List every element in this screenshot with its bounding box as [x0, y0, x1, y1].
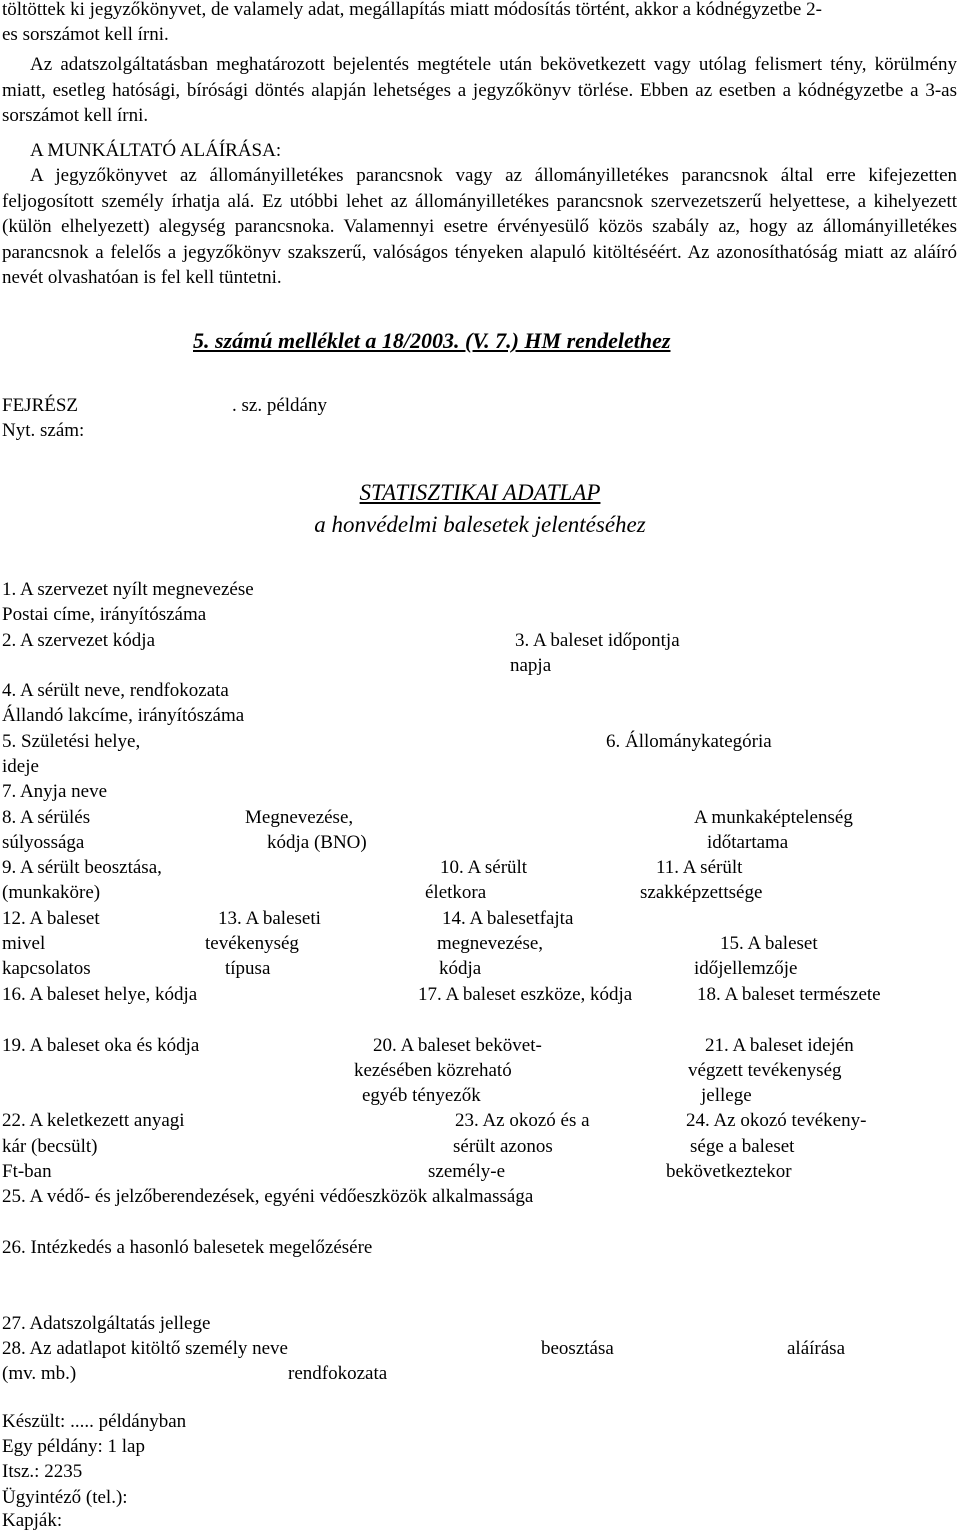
field-28b: beosztása: [541, 1338, 614, 1359]
field-20a: 20. A baleset bekövet-: [373, 1035, 542, 1056]
field-21b: végzett tevékenység: [688, 1060, 842, 1081]
field-25: 25. A védő- és jelzőberendezések, egyéni védőeszközök alkalmassága: [2, 1186, 534, 1207]
field-1: 1. A szervezet nyílt megnevezése: [2, 579, 254, 600]
field-11b: szakképzettsége: [640, 882, 763, 903]
field-8e: kódja (BNO): [267, 832, 367, 853]
field-13c: típusa: [225, 958, 271, 979]
field-13a: 13. A baleseti: [218, 908, 321, 929]
field-20c: egyéb tényezők: [362, 1085, 481, 1106]
signature-heading: A MUNKÁLTATÓ ALÁÍRÁSA:: [30, 140, 282, 161]
field-11a: 11. A sérült: [656, 857, 743, 878]
form-title: STATISZTIKAI ADATLAP: [359, 480, 601, 505]
field-8a: 8. A sérülés: [2, 807, 91, 828]
field-23a: 23. Az okozó és a: [455, 1110, 590, 1131]
field-22c: Ft-ban: [2, 1161, 52, 1182]
field-6: 6. Állománykategória: [606, 731, 772, 752]
field-5b: ideje: [2, 756, 39, 777]
field-9a: 9. A sérült beosztása,: [2, 857, 162, 878]
signature-text: A jegyzőkönyvet az állományilletékes parancsnok vagy az állományilletékes parancsnok által erre kifejezetten feljogosított személy írhatja alá. Ez utóbbi lehet az állományilletékes parancsnok szervezetszerű helyettese, a kihelyezett (külön elhelyezett) alegység parancsnoka. Valamennyi esetre érvényesülő közös szabály az, hogy az állományilletékes parancsnok a felelős a jegyzőkönyv szakszerű, valóságos tényeken alapuló kitöltéséért. Az azonosíthatóság miatt az aláíró nevét olvashatóan is fel kell tüntetni.: [2, 165, 957, 288]
field-5: 5. Születési helye,: [2, 731, 141, 752]
field-12b: mivel: [2, 933, 46, 954]
field-12a: 12. A baleset: [2, 908, 100, 929]
annex-title: 5. számú melléklet a 18/2003. (V. 7.) HM rendelethez: [193, 328, 671, 353]
field-4: 4. A sérült neve, rendfokozata: [2, 680, 229, 701]
field-21a: 21. A baleset idején: [705, 1035, 854, 1056]
field-3: 3. A baleset időpontja: [515, 630, 680, 651]
field-10a: 10. A sérült: [440, 857, 528, 878]
field-7: 7. Anyja neve: [2, 781, 108, 802]
field-24a: 24. Az okozó tevékeny-: [686, 1110, 867, 1131]
field-21c: jellege: [701, 1085, 752, 1106]
field-1b: Postai címe, irányítószáma: [2, 604, 207, 625]
field-14c: kódja: [439, 958, 482, 979]
nyt-number-label: Nyt. szám:: [2, 420, 85, 441]
field-28d: (mv. mb.): [2, 1363, 77, 1384]
footer-egy-peldany: Egy példány: 1 lap: [2, 1436, 145, 1457]
field-19: 19. A baleset oka és kódja: [2, 1035, 200, 1056]
fejresz-label: FEJRÉSZ: [2, 395, 79, 416]
field-28a: 28. Az adatlapot kitöltő személy neve: [2, 1338, 288, 1359]
footer-ugyintezo: Ügyintéző (tel.):: [2, 1487, 128, 1508]
field-27: 27. Adatszolgáltatás jellege: [2, 1313, 211, 1334]
field-14a: 14. A balesetfajta: [442, 908, 574, 929]
field-8c: A munkaképtelenség: [694, 807, 853, 828]
field-3b: napja: [510, 655, 552, 676]
field-24c: bekövetkeztekor: [666, 1161, 792, 1182]
field-28e: rendfokozata: [288, 1363, 388, 1384]
field-13b: tevékenység: [205, 933, 299, 954]
field-8d: súlyossága: [2, 832, 85, 853]
field-10b: életkora: [425, 882, 487, 903]
field-22a: 22. A keletkezett anyagi: [2, 1110, 185, 1131]
field-12c: kapcsolatos: [2, 958, 91, 979]
field-9b: (munkaköre): [2, 882, 101, 903]
field-23b: sérült azonos: [453, 1136, 553, 1157]
field-22b: kár (becsült): [2, 1136, 98, 1157]
field-14b: megnevezése,: [437, 933, 544, 954]
footer-keszult: Készült: ..... példányban: [2, 1411, 187, 1432]
field-4b: Állandó lakcíme, irányítószáma: [2, 705, 245, 726]
field-8b: Megnevezése,: [245, 807, 354, 828]
field-28c: aláírása: [787, 1338, 846, 1359]
field-16: 16. A baleset helye, kódja: [2, 984, 198, 1005]
field-18: 18. A baleset természete: [697, 984, 881, 1005]
footer-itsz: Itsz.: 2235: [2, 1461, 83, 1482]
field-23c: személy-e: [428, 1161, 506, 1182]
form-subtitle: a honvédelmi balesetek jelentéséhez: [314, 512, 646, 537]
field-15a: 15. A baleset: [720, 933, 818, 954]
field-2: 2. A szervezet kódja: [2, 630, 156, 651]
field-26: 26. Intézkedés a hasonló balesetek megelőzésére: [2, 1237, 373, 1258]
field-24b: sége a baleset: [690, 1136, 795, 1157]
field-17: 17. A baleset eszköze, kódja: [418, 984, 633, 1005]
copy-number-label: . sz. példány: [232, 395, 327, 416]
field-20b: kezésében közreható: [354, 1060, 512, 1081]
intro-line-2: es sorszámot kell írni.: [2, 24, 169, 45]
field-15b: időjellemzője: [694, 958, 798, 979]
intro-line-1: töltöttek ki jegyzőkönyvet, de valamely adat, megállapítás miatt módosítás történt, akkor a kódnégyzetbe 2-: [2, 0, 822, 20]
field-8f: időtartama: [707, 832, 789, 853]
intro-paragraph-2: Az adatszolgáltatásban meghatározott bejelentés megtétele után bekövetkezett vagy utólag felismert tény, körülmény miatt, esetleg hatósági, bírósági döntés alapján lehetséges a jegyzőkönyv törlése. Ebben az esetben a kódnégyzetbe a 3-as sorszámot kell írni.: [2, 54, 957, 126]
footer-kapjak: Kapják:: [2, 1510, 63, 1531]
